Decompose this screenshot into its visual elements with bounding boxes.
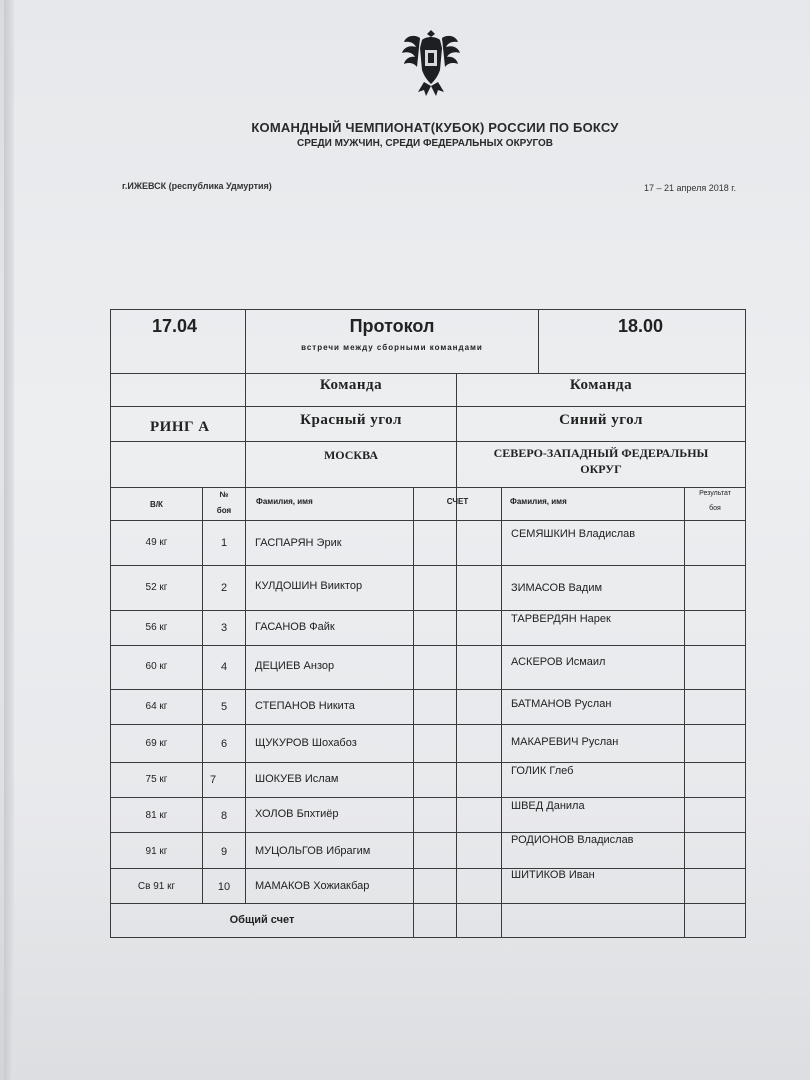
blue-boxer-name: СЕМЯШКИН Владислав	[511, 528, 636, 540]
blue-boxer-name: ШВЕД Данила	[511, 800, 585, 812]
protocol-time: 18.00	[618, 316, 664, 336]
event-dates: 17 – 21 апреля 2018 г.	[644, 183, 736, 193]
blue-boxer-name: РОДИОНОВ Владислав	[511, 834, 634, 846]
blue-team-name-line2: ОКРУГ	[580, 462, 622, 476]
col-bout-line2: боя	[216, 506, 232, 515]
bout-number: 2	[220, 582, 228, 594]
protocol-subtitle: встречи между сборными командами	[301, 343, 483, 352]
blue-boxer-name: ЗИМАСОВ Вадим	[511, 582, 603, 594]
bout-weight: 69 кг	[145, 738, 168, 749]
bout-weight: 64 кг	[145, 701, 168, 712]
col-name-right: Фамилия, имя	[510, 497, 567, 506]
bout-number: 8	[220, 810, 228, 822]
bout-weight: 52 кг	[145, 582, 168, 593]
bout-number: 6	[220, 738, 228, 750]
col-name-left: Фамилия, имя	[256, 497, 313, 506]
bout-number: 4	[220, 661, 228, 673]
blue-boxer-name: БАТМАНОВ Руслан	[511, 698, 612, 710]
red-boxer-name: ЩУКУРОВ Шохабоз	[255, 737, 357, 749]
col-score: СЧЕТ	[446, 497, 469, 506]
blue-boxer-name: АСКЕРОВ Исмаил	[511, 656, 606, 668]
total-score-label: Общий счет	[229, 914, 295, 926]
red-boxer-name: ХОЛОВ Бпхтиёр	[255, 808, 339, 820]
red-boxer-name: КУЛДОШИН Вииктор	[255, 580, 363, 592]
blue-boxer-name: ШИТИКОВ Иван	[511, 869, 595, 881]
blue-boxer-name: ГОЛИК Глеб	[511, 765, 574, 777]
bout-weight: Св 91 кг	[137, 881, 176, 892]
championship-title: КОМАНДНЫЙ ЧЕМПИОНАТ(КУБОК) РОССИИ ПО БОКСУ	[251, 120, 619, 135]
team-label-right: Команда	[569, 377, 633, 393]
bout-weight: 49 кг	[145, 537, 168, 548]
red-boxer-name: МУЦОЛЬГОВ Ибрагим	[255, 845, 371, 857]
red-boxer-name: СТЕПАНОВ Никита	[255, 700, 355, 712]
blue-corner-label: Синий угол	[559, 412, 643, 428]
coat-of-arms-emblem	[390, 24, 472, 104]
bout-weight: 75 кг	[145, 774, 168, 785]
bout-weight: 81 кг	[145, 810, 168, 821]
bout-number: 1	[220, 537, 228, 549]
bout-weight: 91 кг	[145, 846, 168, 857]
blue-team-name-line1: СЕВЕРО-ЗАПАДНЫЙ ФЕДЕРАЛЬНЫ	[493, 446, 709, 460]
page-edge-shadow	[4, 0, 14, 1080]
bout-number: 7	[209, 774, 217, 786]
blue-boxer-name: ТАРВЕРДЯН Нарек	[511, 613, 611, 625]
bout-number: 3	[220, 622, 228, 634]
event-city: г.ИЖЕВСК (республика Удмуртия)	[122, 181, 272, 191]
red-boxer-name: ДЕЦИЕВ Анзор	[255, 660, 335, 672]
red-boxer-name: ГАСАНОВ Файк	[255, 621, 335, 633]
protocol-title: Протокол	[349, 316, 435, 336]
red-boxer-name: ГАСПАРЯН Эрик	[255, 537, 342, 549]
team-label-left: Команда	[319, 377, 383, 393]
red-boxer-name: МАМАКОВ Хожиакбар	[255, 880, 370, 892]
bout-weight: 56 кг	[145, 622, 168, 633]
bout-number: 5	[220, 701, 228, 713]
bout-number: 9	[220, 846, 228, 858]
ring-label: РИНГ А	[150, 419, 210, 435]
bout-weight: 60 кг	[145, 661, 168, 672]
col-result-line2: боя	[709, 505, 721, 512]
col-bout-line1: №	[219, 490, 229, 499]
protocol-date: 17.04	[152, 316, 198, 336]
col-result-line1: Результат	[699, 490, 731, 497]
col-weight: В/К	[150, 500, 163, 509]
championship-subtitle: СРЕДИ МУЖЧИН, СРЕДИ ФЕДЕРАЛЬНЫХ ОКРУГОВ	[297, 138, 553, 149]
document-page	[4, 0, 810, 1080]
bout-number: 10	[217, 881, 231, 893]
red-corner-label: Красный угол	[300, 412, 402, 428]
red-team-name: МОСКВА	[323, 448, 379, 462]
blue-boxer-name: МАКАРЕВИЧ Руслан	[511, 736, 619, 748]
red-boxer-name: ШОКУЕВ Ислам	[255, 773, 339, 785]
